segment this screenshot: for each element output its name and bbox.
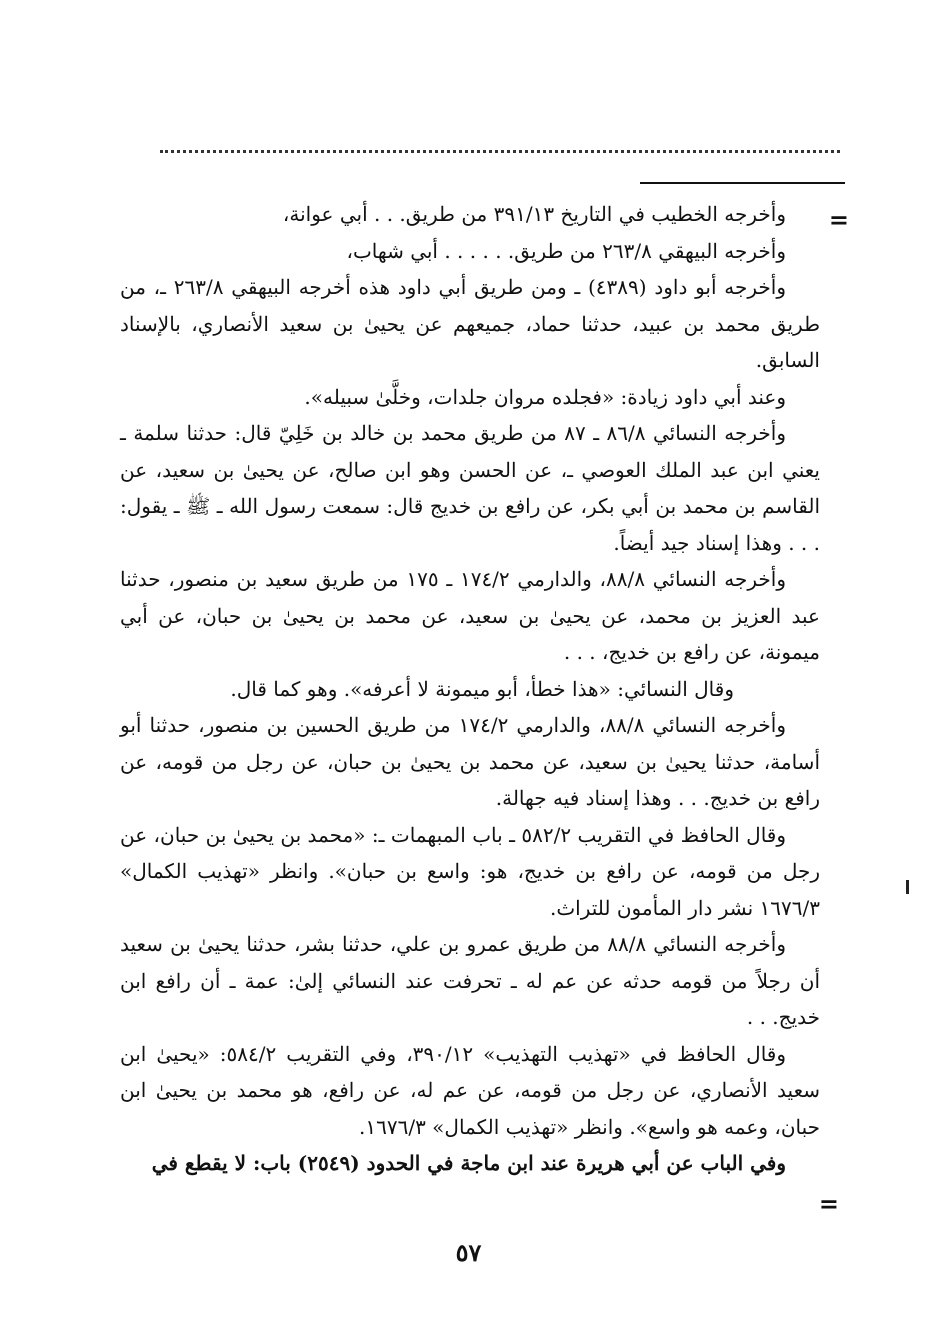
paragraph: وأخرجه الخطيب في التاريخ ٣٩١/١٣ من طريق. . . أبي عوانة، — [282, 202, 786, 226]
paragraph: وأخرجه النسائي ٨٨/٨، والدارمي ١٧٤/٢ ـ ١٧٥ من طريق سعيد بن منصور، حدثنا عبد العزيز بن محمد، عن يحيىٰ بن سعيد، عن محمد بن يحيىٰ بن حبان، عن أبي ميمونة، عن رافع بن خديج، . . . — [120, 567, 820, 664]
paragraph: وقال النسائي: «هذا خطأ، أبو ميمونة لا أعرفه». وهو كما قال. — [230, 676, 734, 701]
paragraph: وأخرجه أبو داود (٤٣٨٩) ـ ومن طريق أبي داود هذه أخرجه البيهقي ٢٦٣/٨ ـ، من طريق محمد بن عبيد، حدثنا حماد، جميعهم عن يحيىٰ بن سعيد الأنصاري، بالإسناد السابق. — [120, 275, 820, 372]
dotted-separator — [160, 150, 840, 153]
paragraph: وأخرجه النسائي ٨٨/٨، والدارمي ١٧٤/٢ من طريق الحسين بن منصور، حدثنا أبو أسامة، حدثنا يحيىٰ بن سعيد، عن محمد بن يحيىٰ بن حبان، عن رجل من قومه، عن رافع بن خديج. . . وهذا إسناد فيه جهالة. — [120, 713, 820, 810]
continuation-mark-top: = — [828, 205, 849, 234]
footnote-body — [120, 196, 820, 1182]
paragraph: وأخرجه البيهقي ٢٦٣/٨ من طريق. . . . . . أبي شهاب، — [346, 238, 786, 263]
continuation-mark-bottom: = — [818, 1189, 839, 1218]
paragraph: وفي الباب عن أبي هريرة عند ابن ماجة في الحدود (٢٥٤٩) باب: لا يقطع في — [151, 1151, 786, 1175]
paragraph: وأخرجه النسائي ٨٨/٨ من طريق عمرو بن علي، حدثنا بشر، حدثنا يحيىٰ بن سعيد أن رجلاً من قومه حدثه عن عم له ـ تحرفت عند النسائي إلىٰ: عمة ـ أن رافع ابن خديج. . . — [120, 932, 821, 1029]
paragraph: وقال الحافظ في التقريب ٥٨٢/٢ ـ باب المبهمات ـ: «محمد بن يحيىٰ بن حبان، عن رجل من قومه، عن رافع بن خديج، هو: واسع بن حبان». وانظر «تهذيب الكمال» ١٦٧٦/٣ نشر دار المأمون للتراث. — [120, 822, 820, 920]
paragraph: وأخرجه النسائي ٨٦/٨ ـ ٨٧ من طريق محمد بن خالد بن خَلِيّ قال: حدثنا سلمة ـ يعني ابن عبد الملك العوصي ـ، عن الحسن وهو ابن صالح، عن يحيىٰ بن سعيد، عن القاسم بن محمد بن أبي بكر، عن رافع بن خديج قال: سمعت رسول الله ـ ﷺ ـ يقول: . . . وهذا إسناد جيد أيضاً. — [120, 421, 820, 555]
margin-mark — [906, 880, 909, 894]
paragraph: وقال الحافظ في «تهذيب التهذيب» ٣٩٠/١٢، وفي التقريب ٥٨٤/٢: «يحيىٰ ابن سعيد الأنصاري، عن رجل من قومه، عن عم له، عن رافع، هو محمد بن يحيىٰ ابن حبان، وعمه هو واسع». وانظر «تهذيب الكمال» ١٦٧٦/٣. — [120, 1041, 820, 1139]
paragraph: وعند أبي داود زيادة: «فجلده مروان جلدات، وخلَّىٰ سبيله». — [304, 384, 786, 409]
page-number: ٥٧ — [455, 1238, 482, 1267]
footnote-rule — [640, 182, 845, 184]
